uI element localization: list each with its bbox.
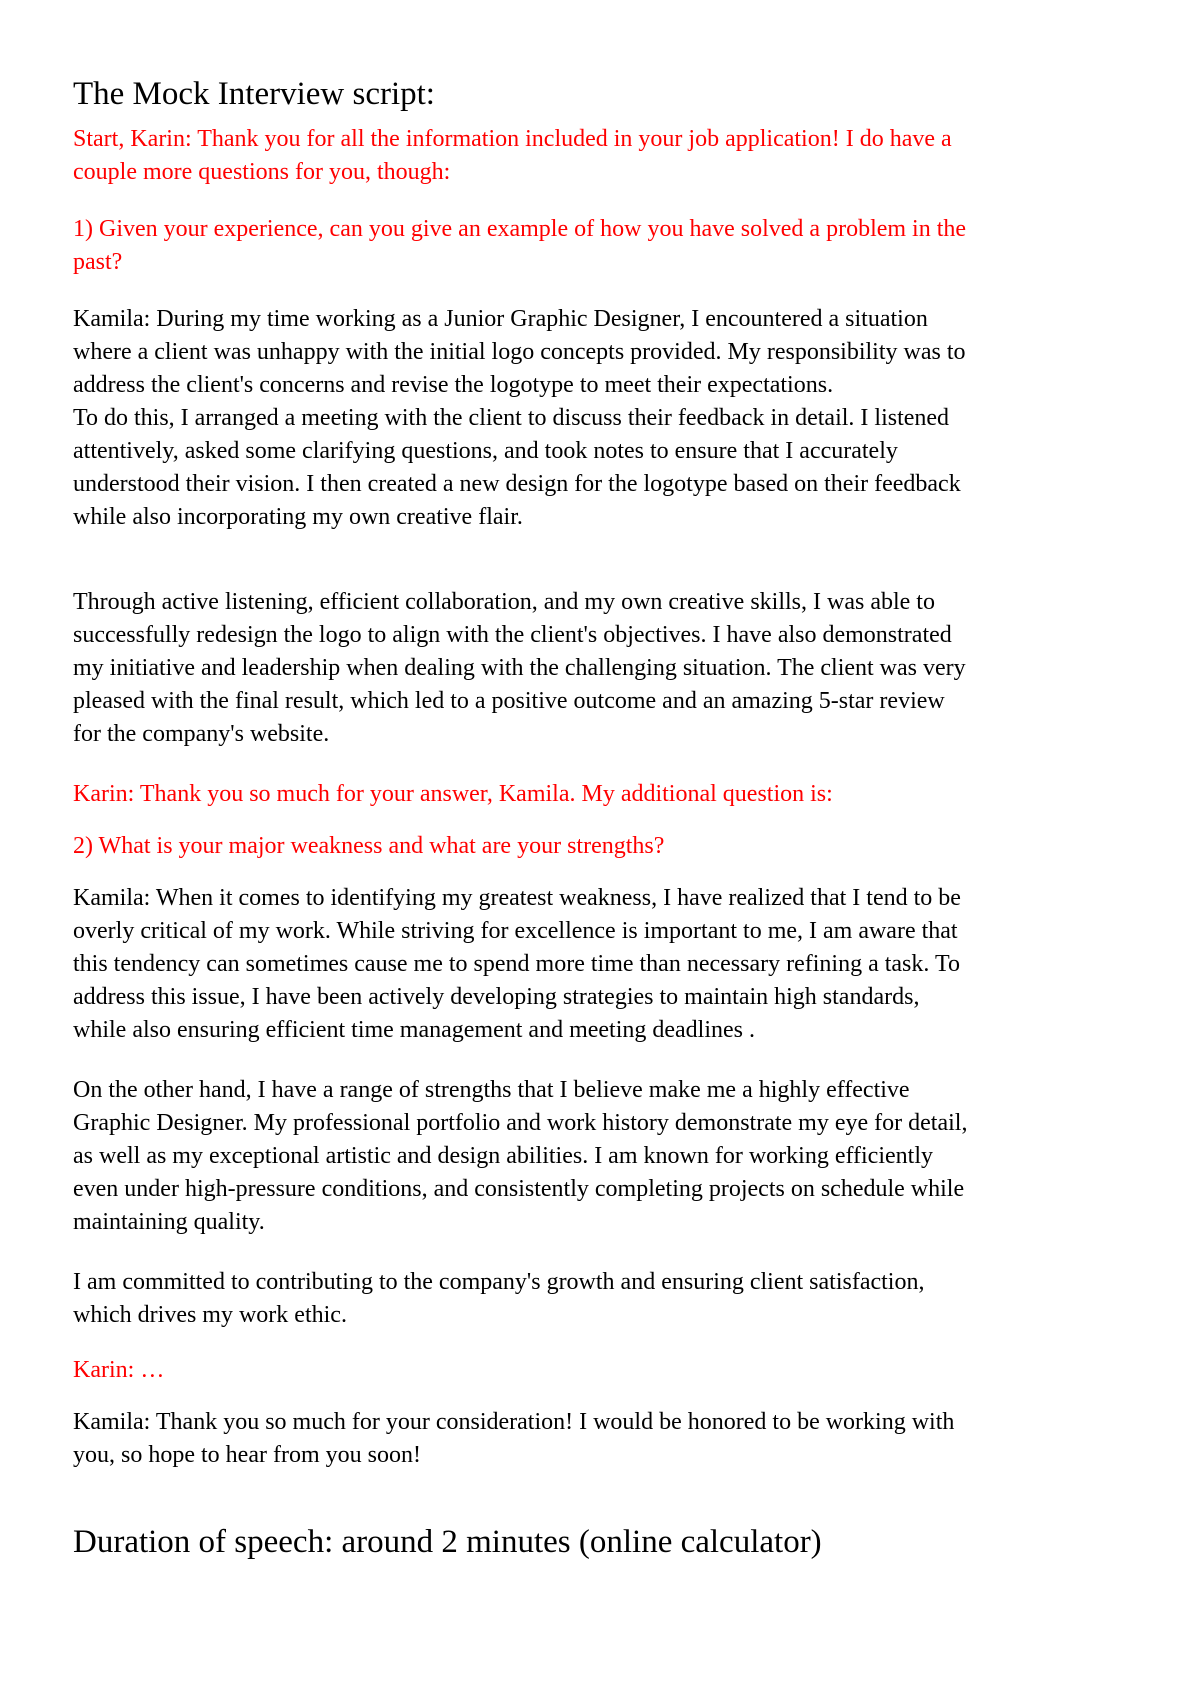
answer-line: while also incorporating my own creative flair. bbox=[73, 504, 523, 530]
answer-line: even under high-pressure conditions, and consistently completing projects on schedule while bbox=[73, 1176, 965, 1202]
answer-line: Through active listening, efficient collaboration, and my own creative skills, I was able to bbox=[73, 589, 935, 615]
intro-line: couple more questions for you, though: bbox=[73, 159, 451, 185]
answer-2-paragraph-3 bbox=[73, 1266, 1143, 1332]
intro-line: Start, Karin: Thank you for all the information included in your job application! I do have a bbox=[73, 126, 952, 152]
answer-line: this tendency can sometimes cause me to spend more time than necessary refining a task. To bbox=[73, 951, 960, 977]
karin-end-line: Karin: … bbox=[73, 1357, 165, 1383]
answer-line: On the other hand, I have a range of strengths that I believe make me a highly effective bbox=[73, 1077, 910, 1103]
question-1 bbox=[73, 213, 1143, 279]
answer-line: attentively, asked some clarifying questions, and took notes to ensure that I accurately bbox=[73, 438, 898, 464]
closing-line: Kamila: Thank you so much for your consideration! I would be honored to be working with bbox=[73, 1409, 955, 1435]
question-2-line: 2) What is your major weakness and what are your strengths? bbox=[73, 833, 665, 859]
answer-1-paragraph-1 bbox=[73, 303, 1143, 534]
question-1-line: past? bbox=[73, 249, 123, 275]
closing-statement bbox=[73, 1406, 1143, 1472]
answer-line: for the company's website. bbox=[73, 721, 330, 747]
answer-line: my initiative and leadership when dealing with the challenging situation. The client was very bbox=[73, 655, 966, 681]
question-2 bbox=[73, 830, 1143, 863]
answer-line: maintaining quality. bbox=[73, 1209, 265, 1235]
karin-end bbox=[73, 1354, 1143, 1387]
question-1-line: 1) Given your experience, can you give an example of how you have solved a problem in the bbox=[73, 216, 967, 242]
document-title: The Mock Interview script: bbox=[73, 76, 435, 112]
answer-line: where a client was unhappy with the initial logo concepts provided. My responsibility was to bbox=[73, 339, 966, 365]
answer-line: I am committed to contributing to the company's growth and ensuring client satisfaction, bbox=[73, 1269, 925, 1295]
answer-line: address this issue, I have been actively developing strategies to maintain high standards, bbox=[73, 984, 920, 1010]
answer-line: overly critical of my work. While striving for excellence is important to me, I am aware that bbox=[73, 918, 958, 944]
answer-line: while also ensuring efficient time management and meeting deadlines . bbox=[73, 1017, 756, 1043]
answer-line: Graphic Designer. My professional portfolio and work history demonstrate my eye for detail, bbox=[73, 1110, 968, 1136]
answer-2-paragraph-2 bbox=[73, 1074, 1143, 1239]
closing-line: you, so hope to hear from you soon! bbox=[73, 1442, 421, 1468]
answer-2-paragraph-1 bbox=[73, 882, 1143, 1047]
answer-line: pleased with the final result, which led to a positive outcome and an amazing 5-star review bbox=[73, 688, 945, 714]
answer-line: which drives my work ethic. bbox=[73, 1302, 347, 1328]
answer-line: To do this, I arranged a meeting with the client to discuss their feedback in detail. I listened bbox=[73, 405, 950, 431]
answer-line: as well as my exceptional artistic and design abilities. I am known for working efficiently bbox=[73, 1143, 933, 1169]
answer-line: Kamila: When it comes to identifying my greatest weakness, I have realized that I tend to be bbox=[73, 885, 961, 911]
karin-followup bbox=[73, 778, 1143, 811]
answer-line: address the client's concerns and revise the logotype to meet their expectations. bbox=[73, 372, 834, 398]
answer-1-paragraph-2 bbox=[73, 586, 1143, 751]
answer-line: Kamila: During my time working as a Junior Graphic Designer, I encountered a situation bbox=[73, 306, 928, 332]
followup-line: Karin: Thank you so much for your answer, Kamila. My additional question is: bbox=[73, 781, 833, 807]
duration-note: Duration of speech: around 2 minutes (online calculator) bbox=[73, 1524, 822, 1560]
answer-line: successfully redesign the logo to align with the client's objectives. I have also demonstrated bbox=[73, 622, 952, 648]
answer-line: understood their vision. I then created a new design for the logotype based on their feedback bbox=[73, 471, 961, 497]
karin-intro bbox=[73, 123, 1143, 189]
